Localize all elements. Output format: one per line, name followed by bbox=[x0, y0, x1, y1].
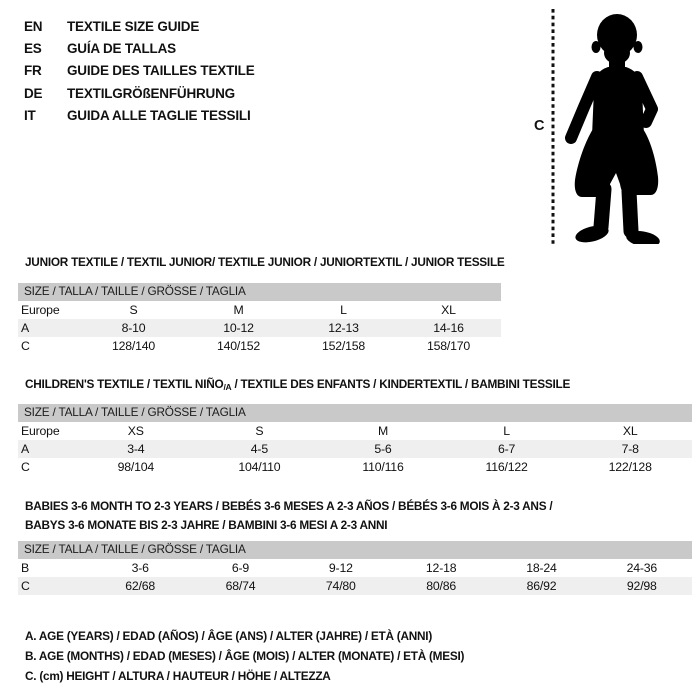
toddler-silhouette-icon bbox=[562, 10, 664, 244]
guide-title-it: GUIDA ALLE TAGLIE TESSILI bbox=[67, 108, 251, 124]
age-cell: 6-9 bbox=[231, 560, 250, 575]
section-title-babies bbox=[25, 497, 552, 534]
table-row-age-months bbox=[18, 559, 692, 577]
lang-code: IT bbox=[24, 108, 36, 124]
row-label: C bbox=[21, 459, 30, 474]
row-label: Europe bbox=[21, 302, 60, 317]
lang-code: ES bbox=[24, 41, 42, 57]
height-cell: 158/170 bbox=[426, 338, 471, 353]
age-cell: 14-16 bbox=[396, 319, 501, 337]
size-cell: M bbox=[377, 423, 388, 438]
height-cell: 128/140 bbox=[111, 338, 156, 353]
junior-size-table bbox=[18, 283, 501, 355]
table-row-europe bbox=[18, 422, 692, 440]
table-row-age bbox=[18, 319, 501, 337]
table-header-band bbox=[18, 541, 692, 559]
height-cell: 68/74 bbox=[190, 577, 290, 595]
size-cell: XL bbox=[622, 423, 638, 438]
table-header-label: SIZE / TALLA / TAILLE / GRÖSSE / TAGLIA bbox=[18, 283, 501, 301]
size-cell: M bbox=[233, 302, 244, 317]
footnote-a: A. AGE (YEARS) / EDAD (AÑOS) / ÂGE (ANS) / ALTER (JAHRE) / ETÀ (ANNI) bbox=[25, 629, 432, 643]
babies-size-table bbox=[18, 541, 692, 595]
size-cell: S bbox=[129, 302, 138, 317]
guide-title-en: TEXTILE SIZE GUIDE bbox=[67, 18, 200, 34]
guide-title-fr: GUIDE DES TAILLES TEXTILE bbox=[67, 63, 255, 79]
age-cell: 7-8 bbox=[568, 440, 692, 458]
height-cell: 62/68 bbox=[90, 577, 190, 595]
height-cell: 152/158 bbox=[321, 338, 366, 353]
section-title-junior: JUNIOR TEXTILE / TEXTIL JUNIOR/ TEXTILE JUNIOR / JUNIORTEXTIL / JUNIOR TESSILE bbox=[25, 255, 505, 269]
table-header-label: SIZE / TALLA / TAILLE / GRÖSSE / TAGLIA bbox=[18, 404, 692, 422]
guide-title-de: TEXTILGRÖßENFÜHRUNG bbox=[67, 85, 235, 101]
height-cell: 104/110 bbox=[238, 459, 281, 474]
height-cell: 86/92 bbox=[491, 577, 591, 595]
size-cell: L bbox=[503, 423, 510, 438]
size-cell: XL bbox=[441, 302, 456, 317]
table-row-height bbox=[18, 577, 692, 595]
lang-code: EN bbox=[24, 18, 43, 34]
age-cell: 5-6 bbox=[321, 440, 445, 458]
size-cell: S bbox=[255, 423, 264, 438]
age-cell: 24-36 bbox=[626, 560, 658, 575]
title-subscript: /A bbox=[223, 382, 232, 392]
guide-title-es: GUÍA DE TALLAS bbox=[67, 41, 176, 57]
row-label: C bbox=[21, 338, 30, 353]
height-cell: 92/98 bbox=[592, 577, 692, 595]
lang-code: DE bbox=[24, 85, 43, 101]
age-cell: 9-12 bbox=[328, 560, 353, 575]
row-label: A bbox=[18, 319, 81, 337]
table-row-height bbox=[18, 337, 501, 355]
height-cell: 122/128 bbox=[608, 459, 652, 474]
age-cell: 4-5 bbox=[198, 440, 322, 458]
height-measure-dashed-line bbox=[551, 9, 555, 245]
section-title-children bbox=[25, 375, 570, 397]
age-cell: 12-18 bbox=[425, 560, 457, 575]
age-cell: 6-7 bbox=[445, 440, 569, 458]
table-row-height bbox=[18, 458, 692, 476]
table-row-europe bbox=[18, 301, 501, 319]
measure-label-c: C bbox=[534, 118, 545, 134]
title-part: / TEXTILE DES ENFANTS / KINDERTEXTIL / BAMBINI TESSILE bbox=[231, 377, 571, 391]
footnote-legend bbox=[25, 626, 464, 686]
title-line-1: BABIES 3-6 MONTH TO 2-3 YEARS / BEBÉS 3-6 MESES A 2-3 AÑOS / BÉBÉS 3-6 MOIS À 2-3 ANS / bbox=[25, 499, 553, 513]
row-label: C bbox=[18, 577, 90, 595]
row-label: A bbox=[18, 440, 74, 458]
height-cell: 116/122 bbox=[485, 459, 528, 474]
table-row-age bbox=[18, 440, 692, 458]
age-cell: 10-12 bbox=[186, 319, 291, 337]
age-cell: 8-10 bbox=[81, 319, 186, 337]
title-line-2: BABYS 3-6 MONATE BIS 2-3 JAHRE / BAMBINI 3-6 MESI A 2-3 ANNI bbox=[25, 517, 388, 532]
height-cell: 98/104 bbox=[117, 459, 154, 474]
height-cell: 74/80 bbox=[291, 577, 391, 595]
footnote-b: B. AGE (MONTHS) / EDAD (MESES) / ÂGE (MOIS) / ALTER (MONATE) / ETÀ (MESI) bbox=[25, 649, 465, 663]
children-size-table bbox=[18, 404, 692, 476]
age-cell: 3-6 bbox=[131, 560, 149, 575]
footnote-c: C. (cm) HEIGHT / ALTURA / HAUTEUR / HÖHE / ALTEZZA bbox=[25, 669, 331, 683]
language-title-list bbox=[24, 15, 255, 127]
age-cell: 18-24 bbox=[526, 560, 557, 575]
lang-code: FR bbox=[24, 63, 42, 79]
table-header-label: SIZE / TALLA / TAILLE / GRÖSSE / TAGLIA bbox=[18, 541, 692, 559]
height-cell: 140/152 bbox=[216, 338, 261, 353]
table-header-band bbox=[18, 283, 501, 301]
size-cell: L bbox=[340, 302, 347, 317]
age-cell: 12-13 bbox=[291, 319, 396, 337]
size-cell: XS bbox=[127, 423, 144, 438]
table-header-band bbox=[18, 404, 692, 422]
title-part: CHILDREN'S TEXTILE / TEXTIL NIÑO bbox=[25, 377, 224, 391]
height-cell: 80/86 bbox=[391, 577, 491, 595]
height-cell: 110/116 bbox=[362, 459, 404, 474]
row-label: B bbox=[21, 560, 30, 575]
age-cell: 3-4 bbox=[74, 440, 198, 458]
row-label: Europe bbox=[21, 423, 60, 438]
